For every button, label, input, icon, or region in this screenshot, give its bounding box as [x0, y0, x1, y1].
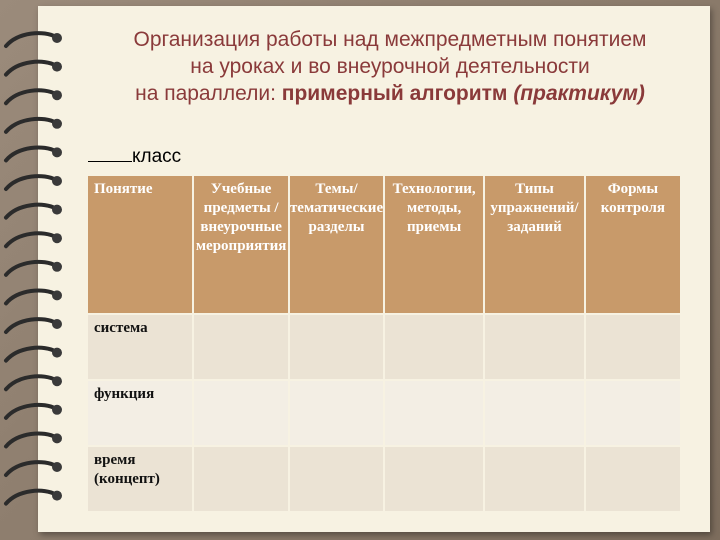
spiral-wire: [6, 405, 56, 418]
row-label-function: функция: [87, 380, 193, 446]
spiral-wire: [6, 290, 56, 303]
spiral-wire: [6, 147, 56, 160]
class-blank-line: [88, 143, 132, 162]
table-row: [87, 380, 681, 446]
header-topics: Темы/ тематические разделы: [289, 175, 384, 314]
binding-hole: [52, 147, 62, 157]
table-cell[interactable]: [484, 314, 585, 380]
class-field: [88, 143, 181, 168]
spiral-wire: [6, 233, 56, 246]
spiral-wire: [6, 262, 56, 275]
binding-hole: [52, 205, 62, 215]
table-cell[interactable]: [289, 314, 384, 380]
title-line-2: на уроках и во внеурочной деятельности: [190, 55, 590, 78]
table-cell[interactable]: [484, 446, 585, 512]
title-line-3-prefix: на параллели:: [135, 82, 282, 105]
binding-hole: [52, 262, 62, 272]
spiral-wire: [6, 90, 56, 103]
binding-hole: [52, 491, 62, 501]
spiral-wire: [6, 319, 56, 332]
table-header-row: [87, 175, 681, 314]
table-cell[interactable]: [193, 380, 289, 446]
spiral-wire: [6, 62, 56, 75]
table-cell[interactable]: [384, 314, 484, 380]
table-cell[interactable]: [289, 446, 384, 512]
binding-hole: [52, 433, 62, 443]
header-control-forms: Формы контроля: [585, 175, 681, 314]
table-cell[interactable]: [585, 380, 681, 446]
table-cell[interactable]: [193, 446, 289, 512]
binding-hole: [52, 176, 62, 186]
page-title: [60, 26, 720, 107]
table-cell[interactable]: [384, 446, 484, 512]
row-label-time: время (концепт): [87, 446, 193, 512]
header-exercise-types: Типы упражнений/заданий: [484, 175, 585, 314]
title-line-3-bold: примерный алгоритм: [281, 82, 508, 105]
table-cell[interactable]: [585, 446, 681, 512]
header-concept: Понятие: [87, 175, 193, 314]
class-label: класс: [132, 146, 182, 167]
title-line-1: Организация работы над межпредметным понятием: [133, 28, 647, 51]
spiral-wire: [6, 491, 56, 504]
spiral-wire: [6, 433, 56, 446]
header-technologies: Технологии, методы, приемы: [384, 175, 484, 314]
spiral-wire: [6, 205, 56, 218]
spiral-wire: [6, 119, 56, 132]
algorithm-table: [86, 174, 682, 513]
spiral-wire: [6, 33, 56, 46]
table-cell[interactable]: [289, 380, 384, 446]
spiral-wire: [6, 376, 56, 389]
binding-hole: [52, 233, 62, 243]
table-cell[interactable]: [193, 314, 289, 380]
binding-hole: [52, 319, 62, 329]
table-cell[interactable]: [585, 314, 681, 380]
binding-hole: [52, 119, 62, 129]
binding-hole: [52, 376, 62, 386]
table-cell[interactable]: [484, 380, 585, 446]
table-row: [87, 446, 681, 512]
binding-hole: [52, 462, 62, 472]
table-cell[interactable]: [384, 380, 484, 446]
title-line-3: [60, 80, 720, 107]
binding-hole: [52, 290, 62, 300]
spiral-wire: [6, 462, 56, 475]
row-label-system: система: [87, 314, 193, 380]
header-subjects: Учебные предметы /внеурочные мероприятия: [193, 175, 289, 314]
spiral-wire: [6, 348, 56, 361]
binding-hole: [52, 405, 62, 415]
title-line-3-bold-italic: (практикум): [513, 82, 645, 105]
table-row: [87, 314, 681, 380]
binding-hole: [52, 348, 62, 358]
spiral-wire: [6, 176, 56, 189]
